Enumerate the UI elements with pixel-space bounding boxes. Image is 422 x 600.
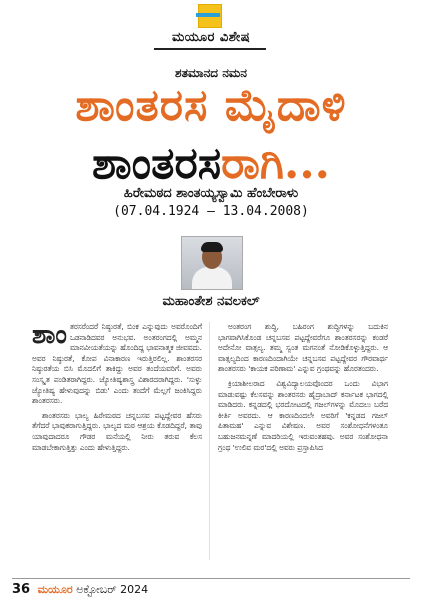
article-column-left (32, 322, 202, 457)
headline-line-2-dark: ಶಾಂತರಸ (92, 138, 222, 189)
paragraph: ಅಂತರಂಗ ಶುದ್ಧಿ, ಬಹಿರಂಗ ಶುದ್ಧಿಗಳನ್ನು ಬದುಕಿನ ಭಾಗವಾಗಿಸಿಕೊಂಡ ಚನ್ನಬಸವ ಪಟ್ಟದ್ದೇವರೆಗೂ ಶಾಂತರಸರನ್ನು ಕಂಡರೆ ಅದೇನೋ ವಾತ್ಸಲ್ಯ. ತಮ್ಮ ಸ್ವಂತ ಮಗನಂತೆ ನೋಡಿಕೊಳ್ಳುತ್ತಿದ್ದರು. ಆ ವಾತ್ಸಲ್ಯದಿಂದ ಕಾರಣದಿಂದಾಗಿಯೇ ಚನ್ನಬಸವ ಪಟ್ಟದ್ದೇವರ ಗೌರವಾರ್ಥ ಶಾಂತರಸರು 'ಕಾಯಕ ಪರಿಣಾಮ' ಎನ್ನುವ ಗ್ರಂಥವನ್ನು ಹೊರತಂದರು. (218, 322, 388, 374)
article-column-right (218, 322, 388, 457)
subject-dates: (07.04.1924 – 13.04.2008) (113, 204, 309, 219)
paragraph-text: ತರಸರೆಂದರೆ ನಿಷ್ಠುರತೆ, ಬಿಂಕ ಎನ್ನುವುದು ಅವರೊಂದಿಗೆ ಒಡನಾಡಿದವರ ಅನುಭವ. ಅಂತರಂಗದಲ್ಲಿ ಅಮ್ಮನ ಮಾನವೀಯತೆಯನ್ನು ಹೊಂದಿದ್ದ ಭಾವನಾತ್ಮಕ ಜೀವವದು. ಅವರ ನಿಷ್ಠುರತೆ, ಕೋಪ ವಿನಾಕಾರಣ ಇರುತ್ತಿರಲಿಲ್ಲ. ಶಾಂತರಸರ ನಿಷ್ಠುರತೆಯ ಬಿಸಿ ಮೊದಲಿಗೆ ತಾಕಿದ್ದು ಅವರ ತಂದೆಯವರಿಗೆ. ಅವರು ಸಂಸ್ಕೃತ ಪಂಡಿತರಾಗಿದ್ದರು. ಜ್ಯೋತಿಷ್ಯಶಾಸ್ತ್ರ ವಿಶಾರದರಾಗಿದ್ದರು. 'ಸುಳ್ಳು ಜ್ಯೋತಿಷ್ಯ ಹೇಳುವುದನ್ನು ಬಿಡು' ಎಂದು ತಂದೆಗೆ ಮೆಲ್ಲಗೆ ಜಂಕಿಸಿದ್ದರು ಶಾಂತರಸರು. (32, 322, 202, 406)
section-title: ಮಯೂರ ವಿಶೇಷ (171, 30, 251, 45)
headline-line-2-accent: ರಾಗಿ... (221, 138, 330, 189)
logo-bar (196, 13, 220, 17)
author-portrait (181, 236, 243, 290)
page-number: 36 (12, 582, 31, 597)
author-name: ಮಹಾಂತೇಶ ನವಲಕಲ್ (162, 294, 260, 309)
drop-cap: ಶಾಂ (32, 320, 67, 350)
column-divider (209, 322, 210, 560)
magazine-name: ಮಯೂರ (37, 583, 73, 596)
headline-line-1: ಶಾಂತರಸ ಮೈದಾಳಿ (75, 80, 347, 131)
issue-date: ಅಕ್ಟೋಬರ್ 2024 (76, 583, 149, 596)
paragraph: ಶಾಂತರಸರು ಭಾಲ್ಯ ಹಿರೇಮಠದ ಚನ್ನಬಸವ ಪಟ್ಟದ್ದೇವರ ಹೆಸರು ತೆಗೆದರೆ ಭಾವುಕರಾಗುತ್ತಿದ್ದರು. ಭಾಲ್ಯದ ಮಠ ಆಶ್ರಯ ಕೊಡದಿದ್ದರೆ, ತಾವು ಯಾವುದಾದರೂ ಗೌಡರ ಮನೆಯಲ್ಲಿ ನೀರು ತರುವ ಕೆಲಸ ಮಾಡಬೇಕಾಗುತ್ತಿತ್ತು ಎಂದು ಹೇಳುತ್ತಿದ್ದರು. (32, 410, 202, 452)
kicker: ಶತಮಾನದ ನಮನ (175, 66, 247, 80)
footer (12, 582, 212, 597)
paragraph: ಕ್ರಿಯಾಶೀಲರಾದ ವಿಶ್ವವಿದ್ಯಾಲಯವೊಂದರ ಒಂದು ವಿಭಾಗ ಮಾಡುವಷ್ಟು ಕೆಲಸವನ್ನು ಶಾಂತರಸರು ಹೈದ್ರಾಬಾದ್ ಕರ್ನಾಟಕ ಭಾಗದಲ್ಲಿ ಮಾಡಿದರು. ಕನ್ನಡದಲ್ಲಿ ಭರದೋಟದಲ್ಲಿ ಗಜಲ್‌ಗಳನ್ನು ಮೊದಲು ಬರೆದ ಕೀರ್ತಿ ಅವರದು. ಆ ಕಾರಣದಿಂದಲೇ ಅವರಿಗೆ 'ಕನ್ನಡದ ಗಜಲ್ ಪಿತಾಮಹ' ಎನ್ನುವ ವಿಶೇಷಣ. ಅವರ ಸಂಶೋಧನೆಗಳಂತೂ ಬಹುಜನಮನ್ನಣೆ ಮಾದರಿಯಲ್ಲಿ ಇರುವಂತಹವು. ಅವರ ಸಂಶೋಧನಾ ಗ್ರಂಥ 'ಉಲಿವ ಮರ'ದಲ್ಲಿ ಅವರು ಪ್ರಸ್ತಾಪಿಸಿದ (218, 378, 388, 452)
footer-rule (12, 578, 410, 579)
section-underline (154, 48, 266, 50)
subject-name: ಹಿರೇಮಠದ ಶಾಂತಯ್ಯಸ್ವಾಮಿ ಹೆಂಬೇರಾಳು (123, 186, 299, 201)
headline-line-2 (0, 136, 422, 192)
paragraph (32, 322, 202, 407)
